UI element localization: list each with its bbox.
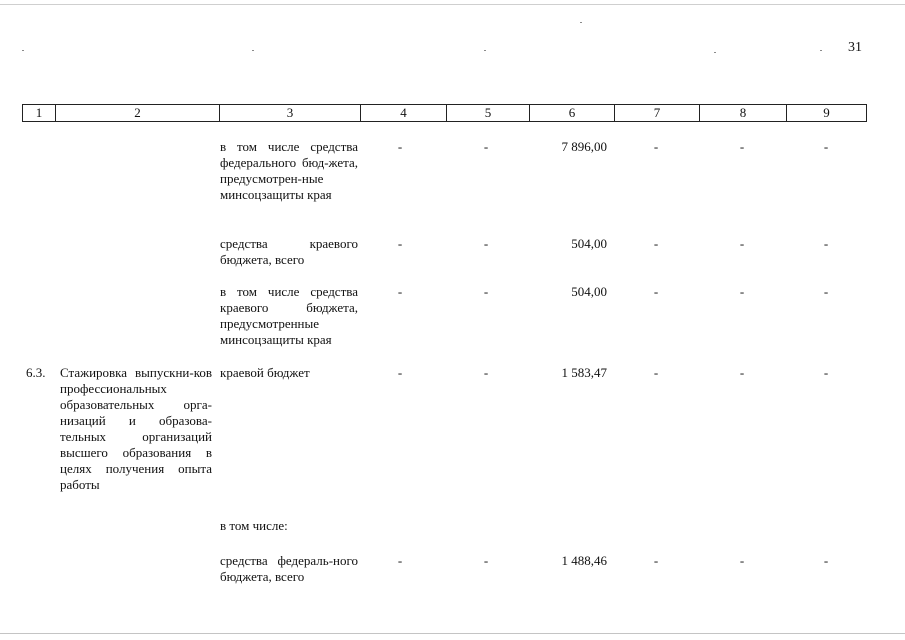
header-col-3: 3 xyxy=(286,105,294,120)
value-col-5: - xyxy=(483,284,489,299)
value-col-4: - xyxy=(397,553,403,568)
value-col-7: - xyxy=(653,139,659,154)
header-col-8: 8 xyxy=(739,105,747,120)
scan-speck xyxy=(714,52,716,53)
header-col-9: 9 xyxy=(823,105,830,120)
value-col-9: - xyxy=(823,236,829,251)
funding-source: в том числе средства федерального бюд-жета, предусмотрен-ные минсоцзащиты края xyxy=(220,139,358,202)
funding-source: средства краевого бюджета, всего xyxy=(220,236,358,267)
value-col-8: - xyxy=(739,553,745,568)
value-col-9: - xyxy=(823,365,829,380)
value-col-5: - xyxy=(483,236,489,251)
value-col-8: - xyxy=(739,139,745,154)
value-col-9: - xyxy=(823,284,829,299)
value-col-7: - xyxy=(653,365,659,380)
header-col-4: 4 xyxy=(400,105,407,120)
scan-speck xyxy=(22,50,24,51)
value-col-9: - xyxy=(823,139,829,154)
funding-source: в том числе средства краевого бюджета, предусмотренные минсоцзащиты края xyxy=(220,284,358,347)
value-col-8: - xyxy=(739,284,745,299)
value-col-6: 504,00 xyxy=(571,236,607,251)
scan-edge-top xyxy=(0,4,905,5)
value-col-4: - xyxy=(397,236,403,251)
scan-edge-bottom xyxy=(0,633,905,634)
value-col-5: - xyxy=(483,139,489,154)
value-col-6: 1 583,47 xyxy=(561,365,607,380)
value-col-6: 1 488,46 xyxy=(561,553,607,568)
item-title: Стажировка выпускни-ков профессиональных образовательных орга-низаций и образова-тельных организаций высшего образования в целях получения опыта работы xyxy=(60,365,212,492)
scan-speck xyxy=(580,22,582,23)
item-number: 6.3. xyxy=(26,365,46,380)
header-col-1: 1 xyxy=(35,105,43,120)
value-col-6: 7 896,00 xyxy=(561,139,607,154)
page-number: 31 xyxy=(848,40,862,55)
value-col-5: - xyxy=(483,365,489,380)
value-col-4: - xyxy=(397,284,403,299)
value-col-7: - xyxy=(653,236,659,251)
value-col-5: - xyxy=(483,553,489,568)
value-col-4: - xyxy=(397,139,403,154)
scan-speck xyxy=(820,50,822,51)
value-col-4: - xyxy=(397,365,403,380)
funding-source: средства федераль-ного бюджета, всего xyxy=(220,553,358,584)
value-col-7: - xyxy=(653,284,659,299)
funding-source: краевой бюджет xyxy=(220,365,310,380)
value-col-6: 504,00 xyxy=(571,284,607,299)
header-col-7: 7 xyxy=(653,105,661,120)
value-col-9: - xyxy=(823,553,829,568)
scan-speck xyxy=(484,50,486,51)
header-col-6: 6 xyxy=(568,105,576,120)
value-col-8: - xyxy=(739,236,745,251)
funding-source: в том числе: xyxy=(220,518,288,533)
value-col-7: - xyxy=(653,553,659,568)
value-col-8: - xyxy=(739,365,745,380)
header-col-5: 5 xyxy=(484,105,492,120)
header-col-2: 2 xyxy=(134,105,141,120)
table-header-row xyxy=(22,104,867,122)
scan-speck xyxy=(252,50,254,51)
